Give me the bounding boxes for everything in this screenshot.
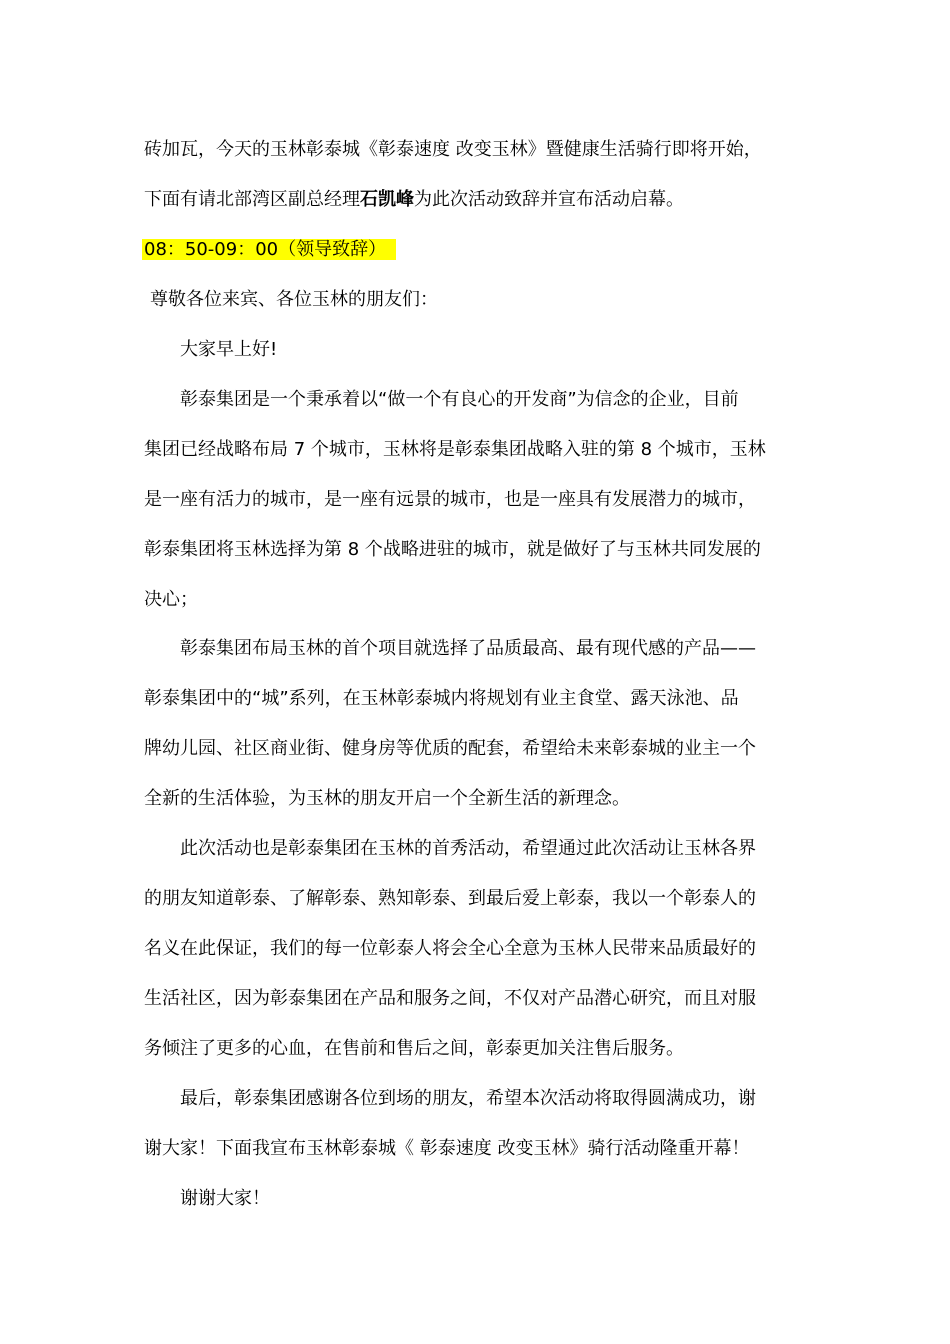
closing: 谢谢大家！ bbox=[180, 1188, 270, 1209]
intro-line-2-end: 为此次活动致辞并宣布活动启幕。 bbox=[414, 189, 684, 210]
salutation: 尊敬各位来宾、各位玉林的朋友们： bbox=[150, 289, 438, 310]
paragraph-3-line-5: 务倾注了更多的心血，在售前和售后之间，彰泰更加关注售后服务。 bbox=[144, 1038, 684, 1059]
time-heading-text: 08：50-09：00（领导致辞） bbox=[142, 239, 396, 260]
paragraph-3-line-1: 此次活动也是彰泰集团在玉林的首秀活动，希望通过此次活动让玉林各界 bbox=[180, 838, 756, 859]
speaker-name: 石凯峰 bbox=[360, 189, 414, 210]
greeting: 大家早上好! bbox=[180, 339, 278, 360]
paragraph-1-line-1: 彰泰集团是一个秉承着以“做一个有良心的开发商”为信念的企业，目前 bbox=[180, 389, 739, 410]
paragraph-3-line-3: 名义在此保证，我们的每一位彰泰人将会全心全意为玉林人民带来品质最好的 bbox=[144, 938, 756, 959]
paragraph-2-line-2: 彰泰集团中的“城”系列，在玉林彰泰城内将规划有业主食堂、露天泳池、品 bbox=[144, 688, 739, 709]
intro-line-2 bbox=[144, 187, 684, 213]
paragraph-1-line-5: 决心； bbox=[144, 589, 198, 610]
paragraph-3-line-4: 生活社区，因为彰泰集团在产品和服务之间，不仅对产品潜心研究，而且对服 bbox=[144, 988, 756, 1009]
paragraph-4-line-1: 最后，彰泰集团感谢各位到场的朋友，希望本次活动将取得圆满成功，谢 bbox=[180, 1088, 756, 1109]
paragraph-1-line-2: 集团已经战略布局 7 个城市，玉林将是彰泰集团战略入驻的第 8 个城市，玉林 bbox=[144, 439, 766, 460]
time-heading bbox=[144, 237, 396, 263]
paragraph-2-line-3: 牌幼儿园、社区商业街、健身房等优质的配套，希望给未来彰泰城的业主一个 bbox=[144, 738, 756, 759]
paragraph-4-line-2: 谢大家！下面我宣布玉林彰泰城《 彰泰速度 改变玉林》骑行活动隆重开幕！ bbox=[144, 1138, 750, 1159]
intro-line-2-start: 下面有请北部湾区副总经理 bbox=[144, 189, 360, 210]
paragraph-2-line-4: 全新的生活体验，为玉林的朋友开启一个全新生活的新理念。 bbox=[144, 788, 630, 809]
paragraph-3-line-2: 的朋友知道彰泰、了解彰泰、熟知彰泰、到最后爱上彰泰，我以一个彰泰人的 bbox=[144, 888, 756, 909]
paragraph-1-line-3: 是一座有活力的城市，是一座有远景的城市，也是一座具有发展潜力的城市， bbox=[144, 489, 756, 510]
intro-line-1: 砖加瓦，今天的玉林彰泰城《彰泰速度 改变玉林》暨健康生活骑行即将开始， bbox=[144, 139, 762, 160]
paragraph-2-line-1: 彰泰集团布局玉林的首个项目就选择了品质最高、最有现代感的产品—— bbox=[180, 638, 756, 659]
paragraph-1-line-4: 彰泰集团将玉林选择为第 8 个战略进驻的城市，就是做好了与玉林共同发展的 bbox=[144, 539, 761, 560]
